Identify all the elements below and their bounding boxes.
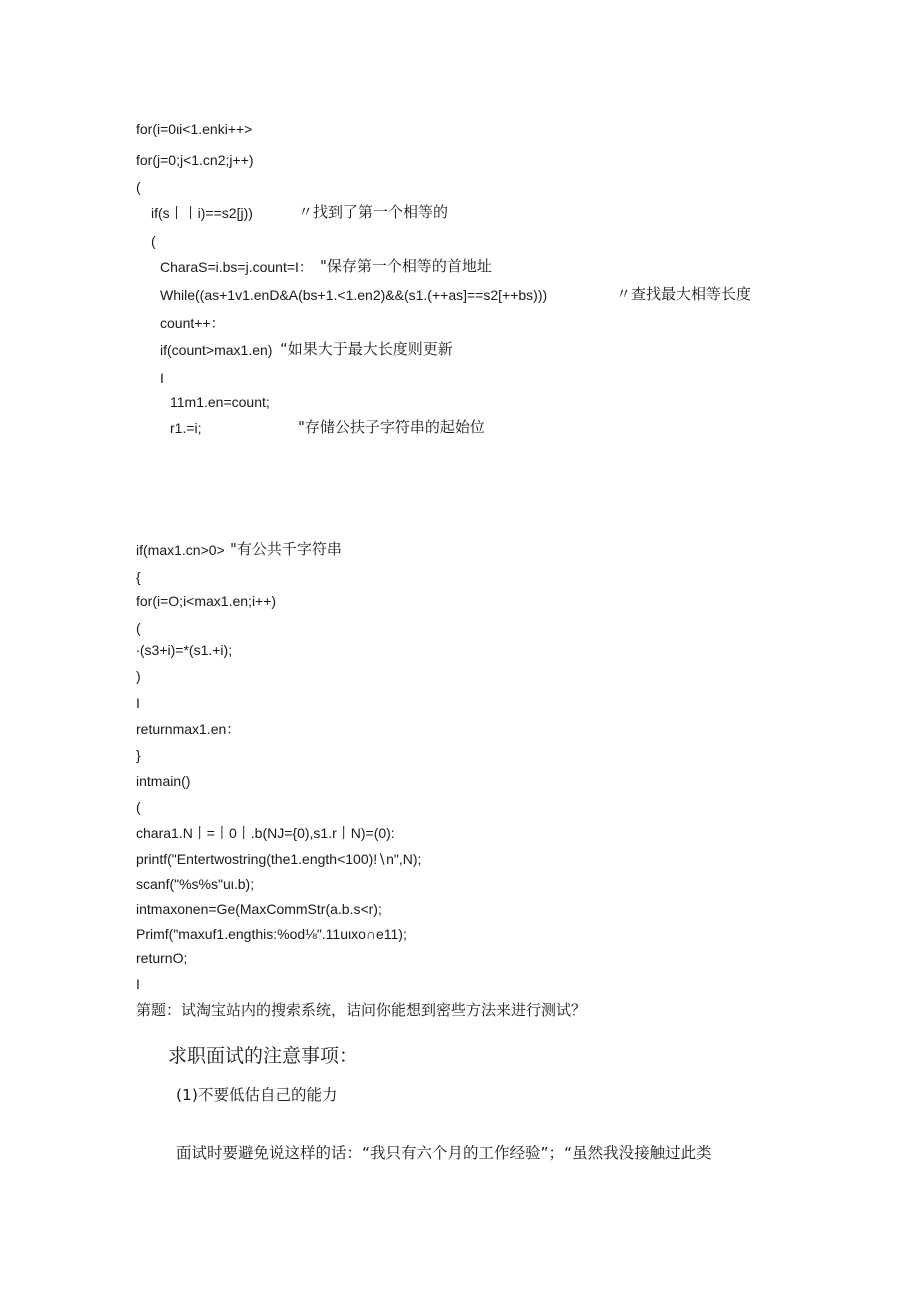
code-line: printf("Entertwostring(the1.ength<100)!∖n",N);: [136, 851, 422, 867]
code-line: CharaS=i.bs=j.count=I：: [160, 259, 313, 275]
code-line: While((as+1v1.enD&A(bs+1.<1.en2)&&(s1.(++as]==s2[++bs))): [160, 287, 548, 303]
code-line: intmaxonen=Ge(MaxCommStr(a.b.s<r);: [136, 901, 382, 917]
code-comment: "有公共千字符串: [230, 540, 342, 558]
code-line: ): [136, 668, 141, 684]
code-line: ∙(s3+i)=*(s1.+i);: [136, 642, 233, 658]
code-comment: 〃查找最大相等长度: [616, 285, 752, 303]
section-heading: 求职面试的注意事项：: [168, 1045, 359, 1067]
code-line: I: [160, 370, 164, 386]
code-line: intmain(): [136, 773, 191, 789]
code-line: for(i=O;i<max1.en;i++): [136, 593, 277, 609]
code-line: scanf("%s%s"uι.b);: [136, 876, 255, 892]
code-line: I: [136, 695, 140, 711]
code-line: I: [136, 976, 140, 992]
code-line: (: [136, 799, 141, 815]
code-line: for(i=0ιi<1.enki++>: [136, 121, 253, 137]
code-line: returnO;: [136, 950, 188, 966]
code-line: r1.=i;: [170, 420, 202, 436]
code-comment: “如果大于最大长度则更新: [280, 340, 453, 358]
code-line: (: [136, 620, 141, 636]
code-line: chara1.N丨=丨0丨.b(NJ={0),s1.r丨N)=(0):: [136, 825, 395, 841]
code-line: 11m1.en=count;: [170, 394, 270, 410]
interview-question: 第题：试淘宝站内的搜索系统，诘问你能想到密些方法来进行测试？: [136, 1001, 587, 1019]
code-line: if(s丨丨i)==s2[j)): [151, 205, 253, 221]
paragraph: 面试时要避免说这样的话：“我只有六个月的工作经验”；“虽然我没接触过此类: [176, 1144, 712, 1162]
code-line: (: [136, 179, 141, 195]
code-line: for(j=0;j<1.cn2;j++): [136, 152, 254, 168]
list-item-title: (1)不要低估自己的能力: [176, 1086, 338, 1104]
code-line: if(max1.cn>0>: [136, 542, 225, 558]
code-line: }: [136, 747, 141, 763]
code-line: {: [136, 569, 141, 585]
code-line: returnmax1.en：: [136, 721, 241, 737]
code-line: (: [151, 233, 156, 249]
code-comment: 〃找到了第一个相等的: [298, 203, 449, 221]
code-line: count++：: [160, 315, 225, 331]
code-line: if(count>max1.en): [160, 342, 273, 358]
code-comment: "保存第一个相等的首地址: [320, 257, 492, 275]
code-line: Primf("maxuf1.engthis:%od⅛".11uιxo∩e11);: [136, 926, 407, 942]
code-comment: "存储公扶子字符串的起始位: [298, 418, 485, 436]
